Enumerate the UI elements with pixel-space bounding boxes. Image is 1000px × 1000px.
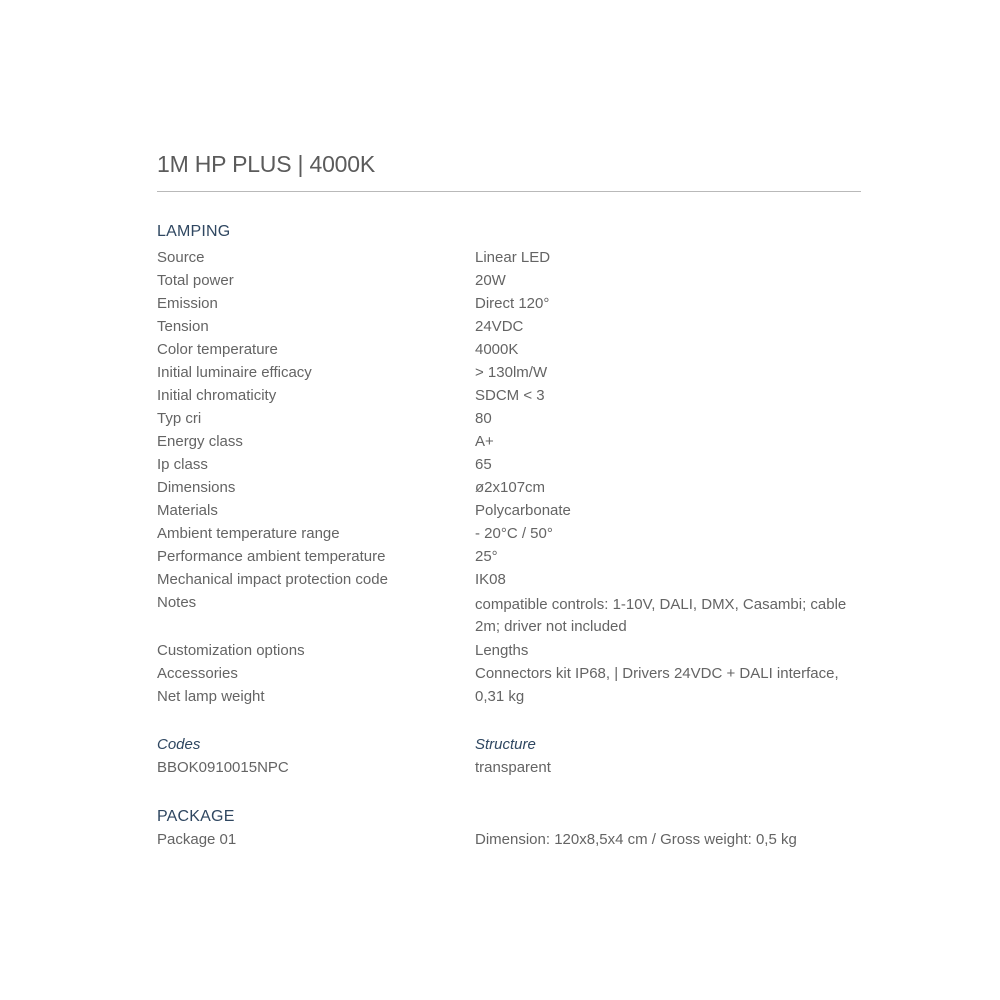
spec-row-typ-cri (157, 407, 861, 430)
spec-label: Ambient temperature range (157, 525, 340, 542)
spec-label: Initial chromaticity (157, 387, 277, 404)
spec-value: 65 (475, 456, 492, 473)
product-code: BBOK0910015NPC (157, 759, 289, 776)
spec-label: Emission (157, 295, 218, 312)
spec-row-performance-temperature (157, 545, 861, 568)
spec-label: Mechanical impact protection code (157, 571, 388, 588)
spec-value: compatible controls: 1-10V, DALI, DMX, Casambi; cable 2m; driver not included (475, 596, 847, 635)
spec-label: Energy class (157, 433, 243, 450)
spec-row-tension (157, 315, 861, 338)
spec-value: - 20°C / 50° (475, 525, 553, 542)
spec-label: Accessories (157, 665, 238, 682)
spec-value: 25° (475, 548, 498, 565)
spec-value: 24VDC (475, 318, 524, 335)
spec-value: IK08 (475, 571, 506, 588)
spec-label: Total power (157, 272, 234, 289)
spec-label: Color temperature (157, 341, 278, 358)
spec-row-efficacy (157, 361, 861, 384)
spec-row-dimensions (157, 476, 861, 499)
page-title: 1M HP PLUS | 4000K (157, 151, 376, 177)
spec-label: Ip class (157, 456, 208, 473)
spec-value: A+ (475, 433, 494, 450)
spec-row-emission (157, 292, 861, 315)
spec-row-ip-class (157, 453, 861, 476)
spec-row-impact-protection (157, 568, 861, 591)
spec-value: 4000K (475, 341, 519, 358)
spec-label: Typ cri (157, 410, 202, 427)
spec-value: SDCM < 3 (475, 387, 545, 404)
spec-label: Customization options (157, 642, 305, 659)
spec-value: Polycarbonate (475, 502, 571, 519)
spec-row-color-temperature (157, 338, 861, 361)
spec-label: Net lamp weight (157, 688, 265, 705)
spec-label: Source (157, 249, 205, 266)
spec-label: Materials (157, 502, 218, 519)
spec-value: Connectors kit IP68, | Drivers 24VDC + DALI interface, 0,31 kg (475, 665, 839, 705)
spec-value: > 130lm/W (475, 364, 548, 381)
spec-row-customization (157, 639, 861, 662)
lamping-heading: LAMPING (157, 223, 231, 240)
title-divider (157, 191, 861, 192)
spec-label: Initial luminaire efficacy (157, 364, 312, 381)
spec-row-accessories (157, 662, 861, 708)
spec-value: 80 (475, 410, 492, 427)
spec-value: Direct 120° (475, 295, 550, 312)
spec-row-total-power (157, 269, 861, 292)
package-heading: PACKAGE (157, 808, 235, 825)
lamping-spec-table (157, 246, 861, 708)
spec-value: Lengths (475, 642, 529, 659)
spec-value: ø2x107cm (475, 479, 546, 496)
spec-label: Notes (157, 594, 197, 611)
structure-heading: Structure (475, 736, 536, 753)
spec-label: Tension (157, 318, 209, 335)
spec-value: 20W (475, 272, 506, 289)
spec-row-source (157, 246, 861, 269)
spec-row-chromaticity (157, 384, 861, 407)
package-value: Dimension: 120x8,5x4 cm / Gross weight: 0,5 kg (475, 831, 797, 848)
codes-heading: Codes (157, 736, 201, 753)
spec-label: Performance ambient temperature (157, 548, 386, 565)
package-label: Package 01 (157, 831, 237, 848)
spec-row-materials (157, 499, 861, 522)
spec-value: Linear LED (475, 249, 551, 266)
spec-row-ambient-temperature (157, 522, 861, 545)
structure-value: transparent (475, 759, 551, 776)
spec-label: Dimensions (157, 479, 236, 496)
spec-row-energy-class (157, 430, 861, 453)
spec-row-notes (157, 591, 861, 639)
